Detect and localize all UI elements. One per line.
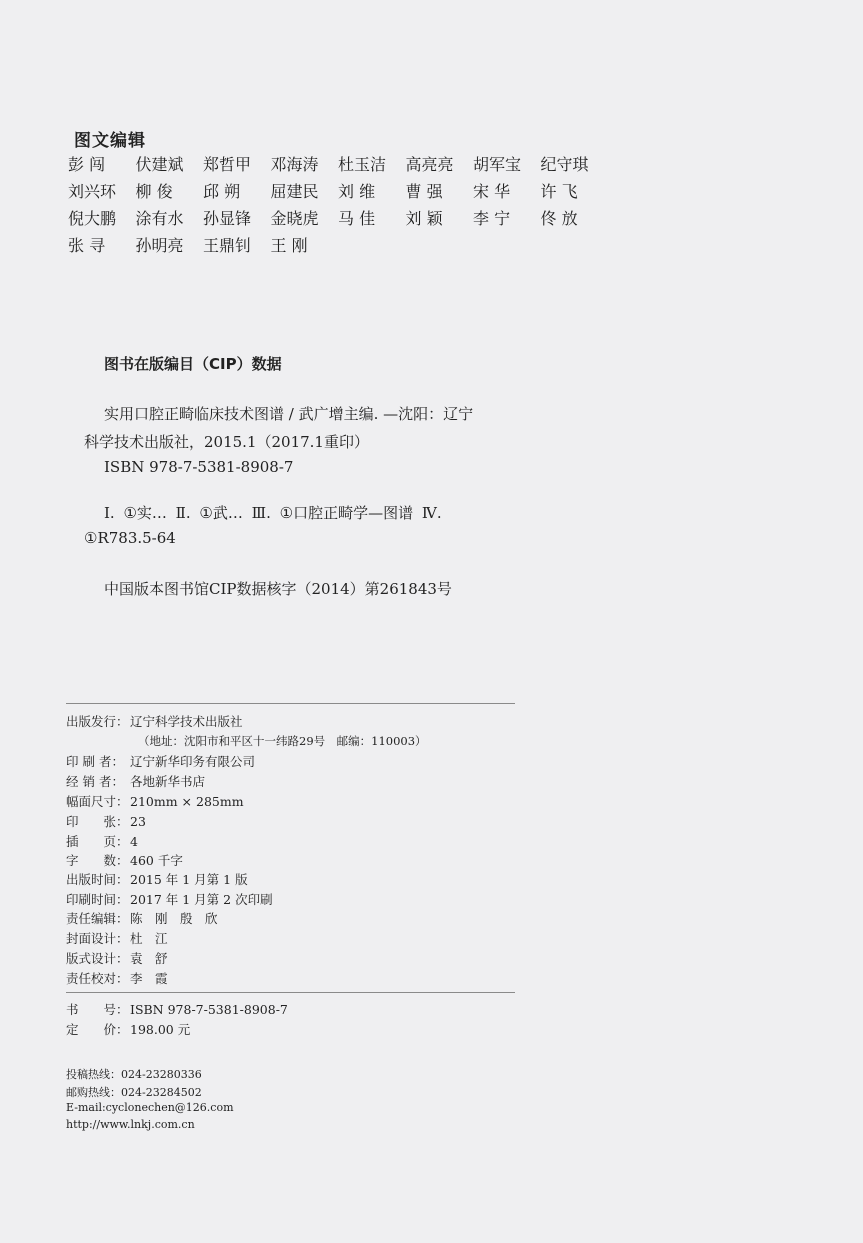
pub-date-value: 2015 年 1 月第 1 版 xyxy=(130,872,248,887)
editors-row xyxy=(68,231,628,258)
editor-name: 胡军宝 xyxy=(473,155,522,174)
editor-name: 佟 放 xyxy=(540,209,578,228)
book-number-row xyxy=(66,1000,288,1018)
size-row xyxy=(66,792,244,810)
size-label: 幅面尺寸： xyxy=(66,794,129,809)
email-address: E-mail:cyclonechen@126.com xyxy=(66,1101,234,1114)
publisher-row xyxy=(66,712,243,730)
editor-name: 伏建斌 xyxy=(135,155,184,174)
layout-design-row xyxy=(66,949,168,967)
editor-name: 金晓虎 xyxy=(270,209,319,228)
cip-isbn: ISBN 978-7-5381-8908-7 xyxy=(104,458,294,476)
publisher-value: 辽宁科学技术出版社 xyxy=(130,714,243,729)
editor-name: 张 寻 xyxy=(68,236,106,255)
divider-bottom xyxy=(66,992,515,993)
editor-name: 杜玉洁 xyxy=(338,155,387,174)
cip-heading: 图书在版编目（CIP）数据 xyxy=(104,355,282,373)
pub-date-label: 出版时间： xyxy=(66,872,129,887)
editor-name: 孙显锋 xyxy=(203,209,252,228)
distributor-label: 经 销 者： xyxy=(66,774,124,789)
editor-name: 纪守琪 xyxy=(540,155,589,174)
editor-name: 刘兴环 xyxy=(68,182,117,201)
cip-publisher-line: 科学技术出版社，2015.1（2017.1重印） xyxy=(84,433,369,451)
cip-record-number: 中国版本图书馆CIP数据核字（2014）第261843号 xyxy=(104,580,452,598)
cover-design-value: 杜 江 xyxy=(130,931,168,946)
publisher-label: 出版发行： xyxy=(66,714,129,729)
editor-name: 倪大鹏 xyxy=(68,209,117,228)
price-value: 198.00 元 xyxy=(130,1022,191,1037)
editor-name: 刘 维 xyxy=(338,182,376,201)
editor-name: 许 飞 xyxy=(540,182,578,201)
publisher-address: （地址：沈阳市和平区十一纬路29号 邮编：110003） xyxy=(138,734,427,748)
proofreader-value: 李 霞 xyxy=(130,971,168,986)
editor-value: 陈 刚 殷 欣 xyxy=(130,911,218,926)
words-value: 460 千字 xyxy=(130,853,183,868)
divider-top xyxy=(66,703,515,704)
cip-classification: Ⅰ. ①实… Ⅱ. ①武… Ⅲ. ①口腔正畸学—图谱 Ⅳ. xyxy=(104,504,442,522)
cip-classification-code: ①R783.5-64 xyxy=(84,529,176,547)
editors-row xyxy=(68,150,628,177)
editor-name: 曹 强 xyxy=(405,182,443,201)
website-url: http://www.lnkj.com.cn xyxy=(66,1118,195,1131)
cover-design-row xyxy=(66,929,168,947)
editor-name: 屈建民 xyxy=(270,182,319,201)
sheets-row xyxy=(66,812,146,830)
editor-name: 涂有水 xyxy=(135,209,184,228)
printer-row xyxy=(66,752,255,770)
pub-date-row xyxy=(66,870,248,888)
print-date-value: 2017 年 1 月第 2 次印刷 xyxy=(130,892,273,907)
sheets-label: 印 张： xyxy=(66,814,129,829)
plates-label: 插 页： xyxy=(66,834,129,849)
words-row xyxy=(66,851,183,869)
mail-hotline: 邮购热线：024-23284502 xyxy=(66,1086,202,1099)
print-date-label: 印刷时间： xyxy=(66,892,129,907)
layout-design-label: 版式设计： xyxy=(66,951,129,966)
distributor-row xyxy=(66,772,205,790)
editors-list xyxy=(68,150,628,258)
plates-row xyxy=(66,832,138,850)
price-row xyxy=(66,1020,190,1038)
print-date-row xyxy=(66,890,273,908)
editor-name: 李 宁 xyxy=(473,209,511,228)
words-label: 字 数： xyxy=(66,853,129,868)
printer-label: 印 刷 者： xyxy=(66,754,124,769)
editor-name: 高亮亮 xyxy=(405,155,454,174)
editor-name: 孙明亮 xyxy=(135,236,184,255)
proofreader-row xyxy=(66,969,168,987)
printer-value: 辽宁新华印务有限公司 xyxy=(130,754,256,769)
size-value: 210mm × 285mm xyxy=(130,794,244,809)
editor-label: 责任编辑： xyxy=(66,911,129,926)
editor-name: 刘 颖 xyxy=(405,209,443,228)
editor-name: 马 佳 xyxy=(338,209,376,228)
cip-title-line: 实用口腔正畸临床技术图谱 / 武广增主编. —沈阳：辽宁 xyxy=(104,405,474,423)
price-label: 定 价： xyxy=(66,1022,129,1037)
distributor-value: 各地新华书店 xyxy=(130,774,206,789)
editor-name: 宋 华 xyxy=(473,182,511,201)
editor-name: 王 刚 xyxy=(270,236,308,255)
sheets-value: 23 xyxy=(130,814,146,829)
book-number-label: 书 号： xyxy=(66,1002,129,1017)
editor-name: 柳 俊 xyxy=(135,182,173,201)
layout-design-value: 袁 舒 xyxy=(130,951,168,966)
editor-name: 邱 朔 xyxy=(203,182,241,201)
submit-hotline: 投稿热线：024-23280336 xyxy=(66,1068,202,1081)
proofreader-label: 责任校对： xyxy=(66,971,129,986)
editor-name: 郑哲甲 xyxy=(203,155,252,174)
editors-heading: 图文编辑 xyxy=(74,131,146,151)
editors-row xyxy=(68,177,628,204)
book-number-value: ISBN 978-7-5381-8908-7 xyxy=(130,1002,288,1017)
editors-row xyxy=(68,204,628,231)
cover-design-label: 封面设计： xyxy=(66,931,129,946)
editor-name: 邓海涛 xyxy=(270,155,319,174)
plates-value: 4 xyxy=(130,834,138,849)
editor-name: 王鼎钊 xyxy=(203,236,252,255)
editor-name: 彭 闯 xyxy=(68,155,106,174)
editor-row xyxy=(66,909,218,927)
